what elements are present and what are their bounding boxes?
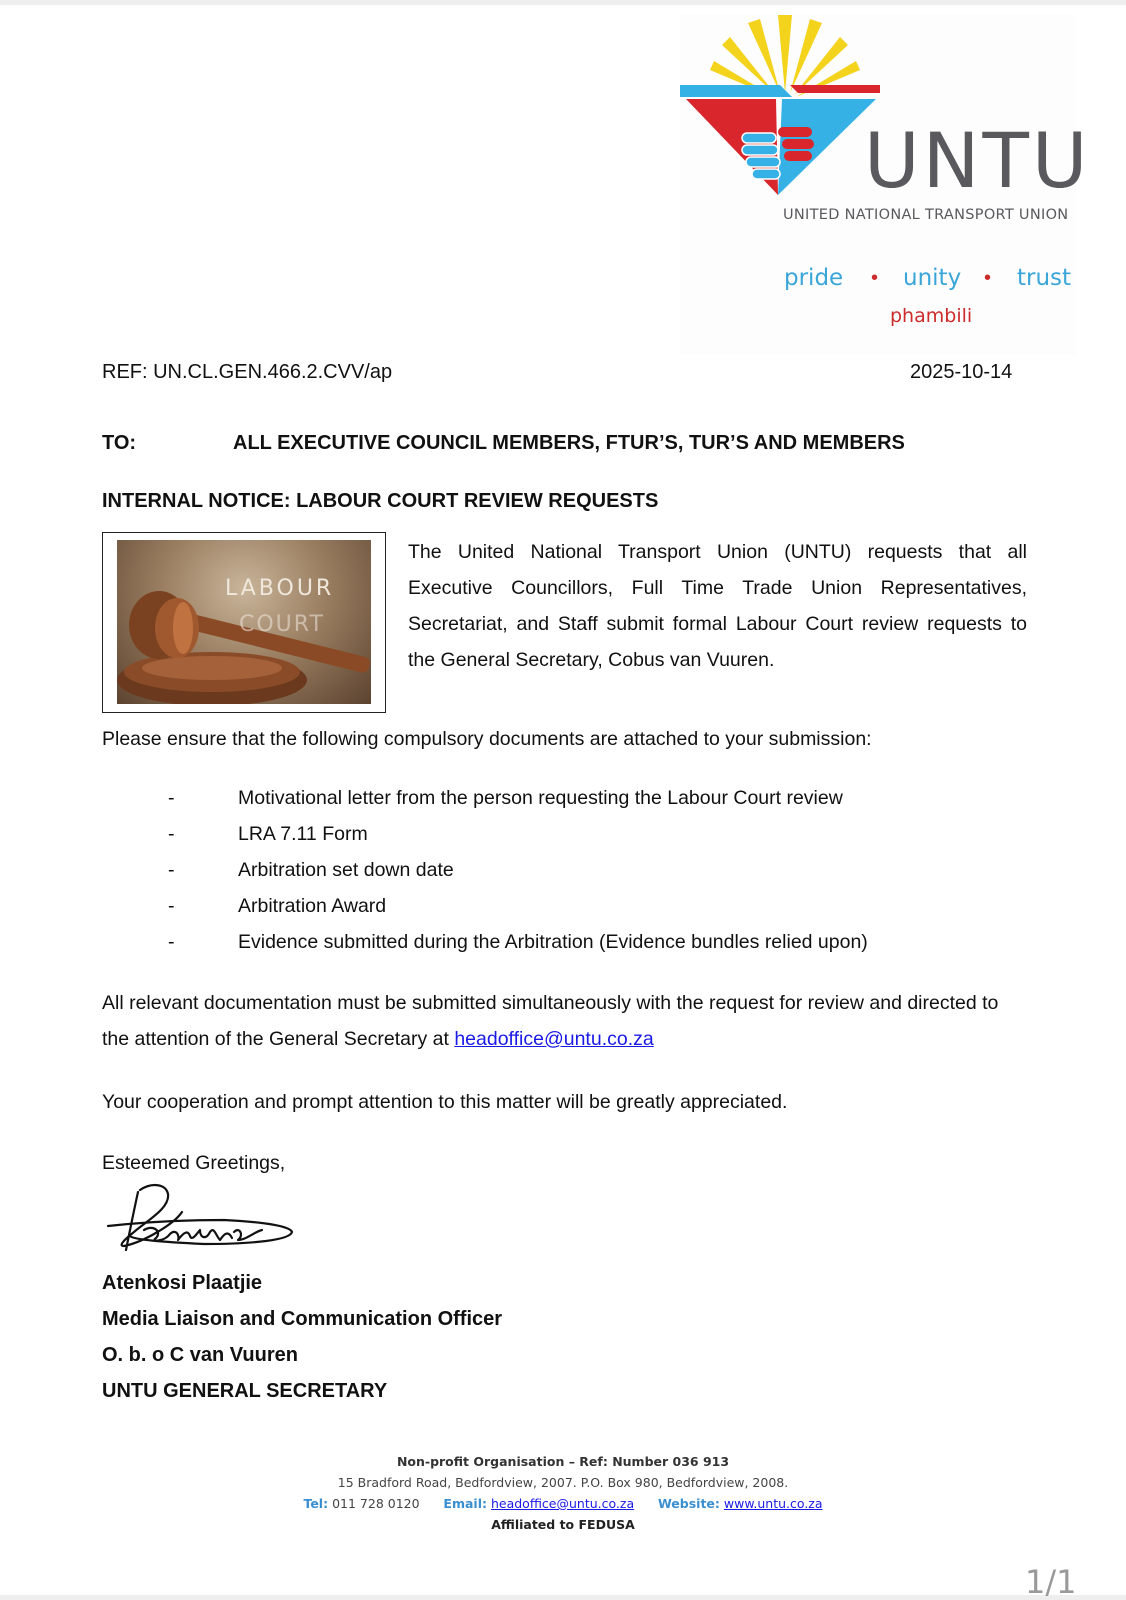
slogan-dot-2: • bbox=[984, 267, 992, 289]
list-item: Evidence submitted during the Arbitration (Evidence bundles relied upon) bbox=[238, 931, 868, 953]
list-marker: - bbox=[168, 931, 175, 953]
labour-court-gavel-image bbox=[117, 540, 371, 704]
slogan-dot-1: • bbox=[871, 267, 879, 289]
page-indicator: 1/1 bbox=[1025, 1563, 1077, 1600]
list-marker: - bbox=[168, 859, 175, 881]
submission-email-link[interactable]: headoffice@untu.co.za bbox=[454, 1028, 654, 1050]
logo-full-name: UNITED NATIONAL TRANSPORT UNION bbox=[783, 207, 1069, 223]
slogan-pride: pride bbox=[784, 265, 844, 291]
footer-affiliation: Affiliated to FEDUSA bbox=[491, 1517, 635, 1532]
footer-website-label: Website: bbox=[657, 1496, 720, 1511]
footer-tel-label: Tel: bbox=[303, 1496, 329, 1511]
list-item: Arbitration Award bbox=[238, 895, 387, 917]
cooperation-text: Your cooperation and prompt attention to this matter will be greatly appreciated. bbox=[102, 1091, 788, 1113]
list-marker: - bbox=[168, 823, 175, 845]
untu-handshake-logo-icon bbox=[680, 15, 890, 205]
list-marker: - bbox=[168, 895, 175, 917]
submission-text: All relevant documentation must be submitted simultaneously with the request for review and directed to the attention of the General Secretary at bbox=[102, 992, 999, 1050]
notice-title: INTERNAL NOTICE: LABOUR COURT REVIEW REQUESTS bbox=[102, 490, 659, 512]
image-text-labour: LABOUR bbox=[225, 576, 335, 601]
list-item: LRA 7.11 Form bbox=[238, 823, 368, 845]
to-label: TO: bbox=[102, 432, 137, 454]
logo-wordmark: UNTU bbox=[864, 116, 1091, 205]
list-marker: - bbox=[168, 787, 175, 809]
footer-organisation: Non-profit Organisation – Ref: Number 036 913 bbox=[396, 1454, 730, 1469]
list-item: Motivational letter from the person requesting the Labour Court review bbox=[238, 787, 843, 809]
document-date: 2025-10-14 bbox=[910, 361, 1013, 383]
labour-court-image-frame bbox=[102, 532, 386, 713]
reference-number: REF: UN.CL.GEN.466.2.CVV/ap bbox=[102, 361, 393, 383]
footer-tel: 011 728 0120 bbox=[332, 1496, 420, 1511]
signatory-office: UNTU GENERAL SECRETARY bbox=[102, 1380, 388, 1402]
slogan-unity: unity bbox=[903, 265, 962, 291]
footer-email-link[interactable]: headoffice@untu.co.za bbox=[490, 1496, 635, 1511]
documents-intro: Please ensure that the following compulsory documents are attached to your submission: bbox=[102, 728, 872, 750]
slogan-trust: trust bbox=[1017, 265, 1072, 291]
document-page bbox=[0, 5, 1126, 1600]
footer-website-link[interactable]: www.untu.co.za bbox=[723, 1496, 823, 1511]
signatory-name: Atenkosi Plaatjie bbox=[102, 1272, 263, 1294]
footer-address: 15 Bradford Road, Bedfordview, 2007. P.O. Box 980, Bedfordview, 2008. bbox=[337, 1475, 789, 1490]
intro-paragraph: The United National Transport Union (UNTU) requests that all Executive Councillors, Full Time Trade Union Representatives, Secretariat, and Staff submit formal Labour Court review requests to the General Secretary, Cobus van Vuuren. bbox=[408, 541, 1027, 671]
greeting: Esteemed Greetings, bbox=[102, 1152, 286, 1174]
submission-paragraph bbox=[102, 985, 1028, 1057]
list-item: Arbitration set down date bbox=[238, 859, 454, 881]
signature-image bbox=[104, 1180, 304, 1265]
footer-contacts bbox=[263, 1496, 863, 1511]
signatory-on-behalf: O. b. o C van Vuuren bbox=[102, 1344, 298, 1366]
logo-tagline: phambili bbox=[890, 305, 973, 327]
footer-email-label: Email: bbox=[443, 1496, 487, 1511]
to-recipients: ALL EXECUTIVE COUNCIL MEMBERS, FTUR’S, TUR’S AND MEMBERS bbox=[233, 432, 905, 454]
signatory-title: Media Liaison and Communication Officer bbox=[102, 1308, 503, 1330]
image-text-court: COURT bbox=[239, 612, 325, 637]
